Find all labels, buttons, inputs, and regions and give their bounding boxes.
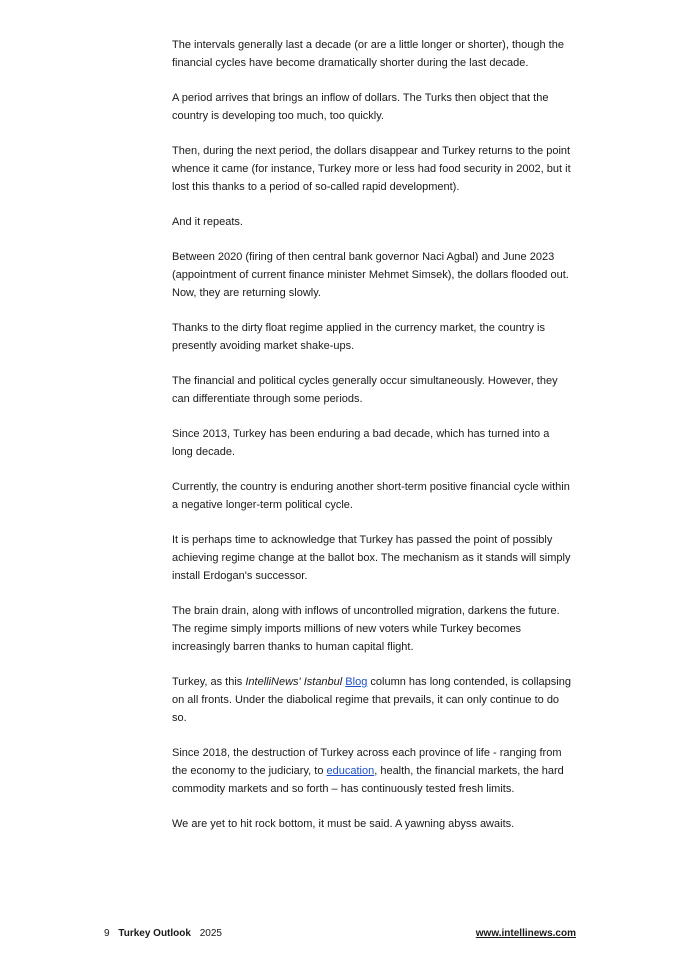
text: column has long contended, is collapsing on all fronts. Under the diabolical regime that prevails, it can only continue to do so. <box>172 676 571 724</box>
paragraph: Since 2013, Turkey has been enduring a bad decade, which has turned into a long decade. <box>172 428 550 458</box>
footer-left <box>104 928 228 939</box>
text: , health, the financial markets, the hard commodity markets and so forth – has continuously tested fresh limits. <box>172 765 564 795</box>
publication-title: Turkey Outlook <box>118 928 191 939</box>
paragraph: It is perhaps time to acknowledge that Turkey has passed the point of possibly achieving regime change at the ballot box. The mechanism as it stands will simply install Erdogan's successor. <box>172 534 571 582</box>
paragraph: The financial and political cycles generally occur simultaneously. However, they can differentiate through some periods. <box>172 375 558 405</box>
paragraph: The intervals generally last a decade (or are a little longer or shorter), though the financial cycles have become dramatically shorter during the last decade. <box>172 39 564 69</box>
paragraph: We are yet to hit rock bottom, it must be said. A yawning abyss awaits. <box>172 818 515 830</box>
article-body <box>172 36 572 850</box>
paragraph <box>172 744 572 798</box>
paragraph: Between 2020 (firing of then central bank governor Naci Agbal) and June 2023 (appointment of current finance minister Mehmet Simsek), the dollars flooded out. Now, they are returning slowly. <box>172 251 569 299</box>
website-link[interactable]: www.intellinews.com <box>475 928 576 939</box>
text: Turkey, as this <box>172 676 246 688</box>
publication-year: 2025 <box>199 928 222 939</box>
blog-link[interactable]: Blog <box>345 676 368 688</box>
paragraph: A period arrives that brings an inflow of dollars. The Turks then object that the country is developing too much, too quickly. <box>172 92 549 122</box>
publication-name: IntelliNews' Istanbul <box>245 676 343 688</box>
paragraph: Then, during the next period, the dollars disappear and Turkey returns to the point whence it came (for instance, Turkey more or less had food security in 2002, but it lost this thanks to a period of so-called rapid development). <box>172 145 571 193</box>
paragraph: And it repeats. <box>172 216 243 228</box>
text: Since 2018, the destruction of Turkey across each province of life - ranging from the economy to the judiciary, to <box>172 747 562 777</box>
paragraph: Thanks to the dirty float regime applied in the currency market, the country is presently avoiding market shake-ups. <box>172 322 545 352</box>
page-footer <box>104 928 576 939</box>
education-link[interactable]: education <box>326 765 375 777</box>
paragraph <box>172 673 572 727</box>
page-number: 9 <box>104 928 110 939</box>
paragraph: The brain drain, along with inflows of uncontrolled migration, darkens the future. The regime simply imports millions of new voters while Turkey becomes increasingly barren thanks to human capital flight. <box>172 605 560 653</box>
paragraph: Currently, the country is enduring another short-term positive financial cycle within a negative longer-term political cycle. <box>172 481 570 511</box>
